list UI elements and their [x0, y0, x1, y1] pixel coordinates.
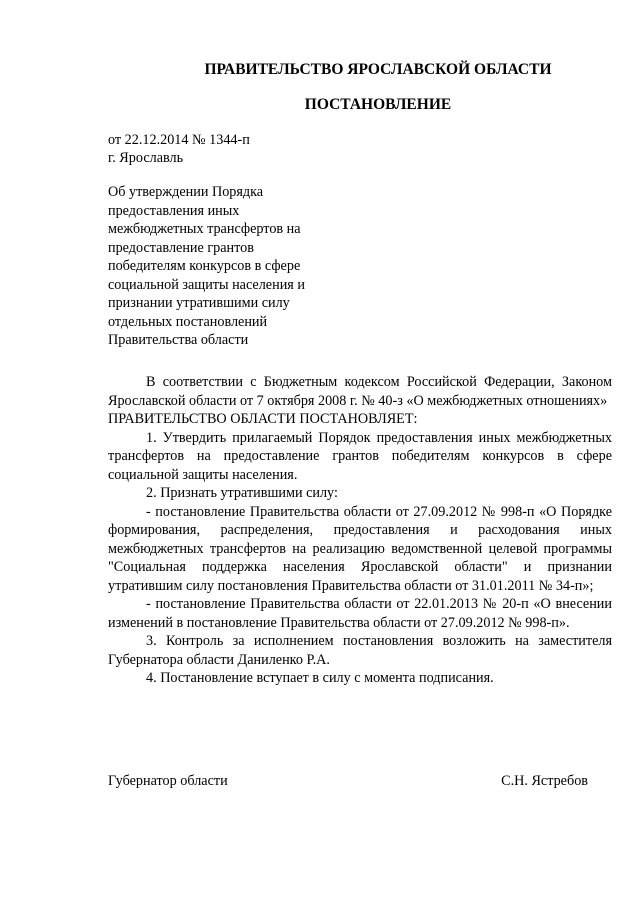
preamble-paragraph: В соответствии с Бюджетным кодексом Российской Федерации, Законом Ярославской области от 7 октября 2008 г. № 40-з «О межбюджетных отношениях» — [108, 374, 612, 409]
subject-line: социальной защиты населения и — [108, 276, 305, 293]
document-city: г. Ярославль — [108, 150, 184, 166]
signatory-name: С.Н. Ястребов — [501, 773, 588, 789]
item-3-paragraph: 3. Контроль за исполнением постановления возложить на заместителя Губернатора области Даниленко Р.А. — [108, 633, 612, 668]
item-4-paragraph: 4. Постановление вступает в силу с момента подписания. — [146, 670, 494, 686]
subject-line: отдельных постановлений — [108, 313, 268, 330]
subject-line: межбюджетных трансфертов на — [108, 221, 301, 237]
subject-line: Правительства области — [108, 332, 249, 348]
subject-line: предоставления иных — [108, 202, 240, 219]
document-body — [108, 373, 612, 688]
signatory-role: Губернатор области — [108, 773, 228, 789]
item-2b-paragraph: - постановление Правительства области от 22.01.2013 № 20-п «О внесении изменений в постановление Правительства области от 27.09.2012 № 998-п». — [108, 596, 612, 631]
subject-line: предоставление грантов — [108, 239, 254, 256]
item-1-paragraph: 1. Утвердить прилагаемый Порядок предоставления иных межбюджетных трансфертов на предоставление грантов победителям конкурсов в сфере социальной защиты населения. — [108, 429, 612, 483]
resolves-heading: ПРАВИТЕЛЬСТВО ОБЛАСТИ ПОСТАНОВЛЯЕТ: — [108, 411, 418, 427]
subject-line: победителям конкурсов в сфере — [108, 258, 301, 274]
item-2-paragraph: 2. Признать утратившими силу: — [146, 485, 338, 501]
document-number: от 22.12.2014 № 1344-п — [108, 132, 250, 148]
subject-line: Об утверждении Порядка — [108, 184, 264, 200]
government-title: ПРАВИТЕЛЬСТВО ЯРОСЛАВСКОЙ ОБЛАСТИ — [204, 61, 552, 78]
item-2a-paragraph: - постановление Правительства области от 27.09.2012 № 998-п «О Порядке формирования, распределения, предоставления и расходования иных межбюджетных трансфертов на реализацию ведомственной целевой программы "Социальная поддержка населения Ярославской области" и признании утратившим силу постановления Правительства области от 31.01.2011 № 34-п»; — [108, 503, 612, 594]
subject-line: признании утратившими силу — [108, 295, 290, 311]
document-subject — [108, 183, 348, 350]
document-type: ПОСТАНОВЛЕНИЕ — [304, 96, 452, 113]
